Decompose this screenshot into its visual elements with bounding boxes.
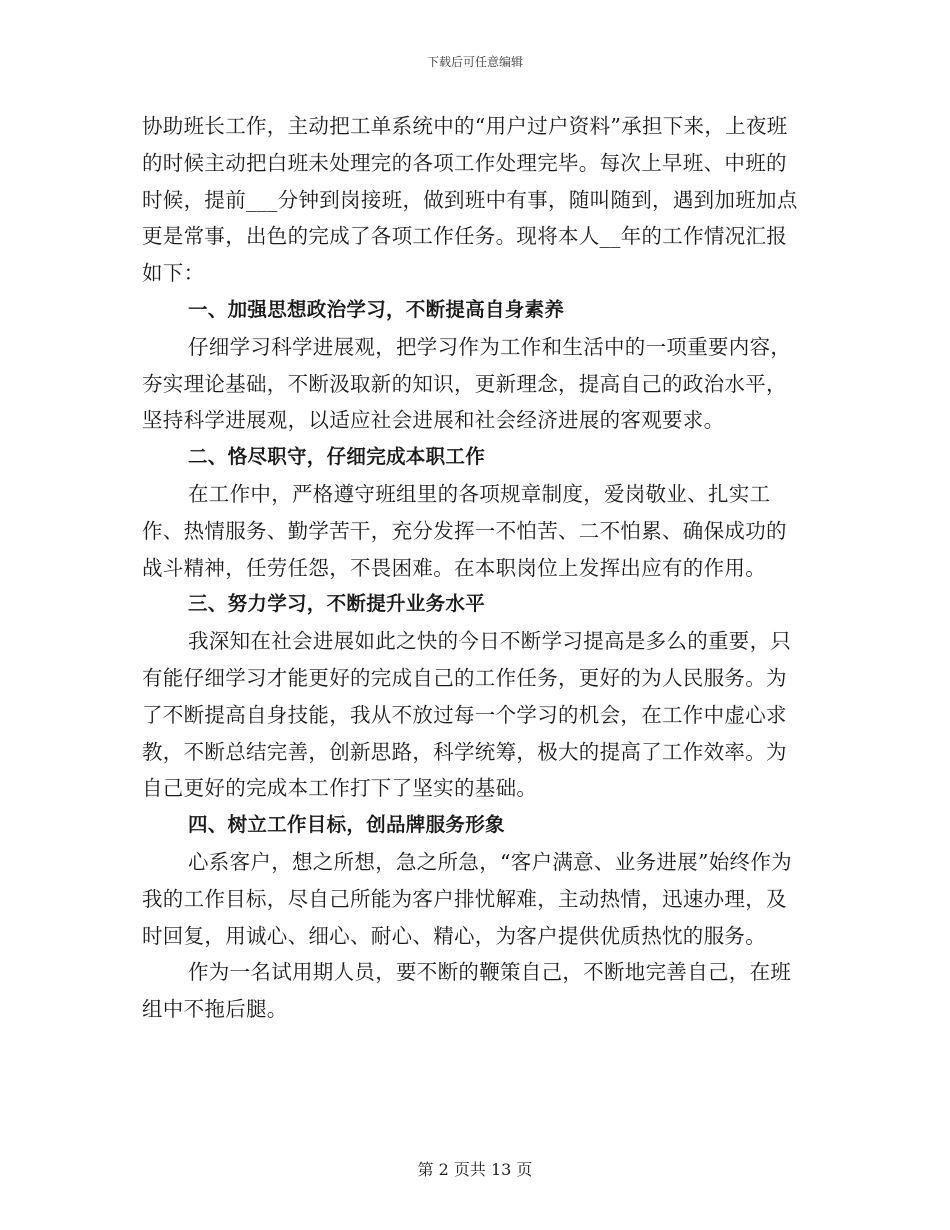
section-heading-1: 一、加强思想政治学习，不断提高自身素养 bbox=[188, 297, 565, 321]
document-body bbox=[142, 108, 802, 1028]
page-footer: 第 2 页共 13 页 bbox=[417, 1160, 533, 1179]
section-heading-2: 二、恪尽职守，仔细完成本职工作 bbox=[188, 445, 486, 469]
paragraph-section-2: 在工作中，严格遵守班组里的各项规章制度，爱岗敬业、扎实工作、热情服务、勤学苦干，充分发挥一不怕苦、二不怕累、确保成功的战斗精神，任劳任怨，不畏困难。在本职岗位上发挥出应有的作用。 bbox=[142, 481, 787, 580]
paragraph-section-3: 我深知在社会进展如此之快的今日不断学习提高是多么的重要，只有能仔细学习才能更好的完成自己的工作任务，更好的为人民服务。为了不断提高自身技能，我从不放过每一个学习的机会，在工作中虚心求教，不断总结完善，创新思路，科学统筹，极大的提高了工作效率。为自己更好的完成本工作打下了坚实的基础。 bbox=[142, 629, 792, 801]
section-heading-4: 四、树立工作目标，创品牌服务形象 bbox=[188, 813, 505, 837]
page-header: 下载后可任意编辑 bbox=[426, 55, 523, 69]
paragraph-intro-continued: 协助班长工作，主动把工单系统中的“用户过户资料”承担下来，上夜班的时候主动把白班未处理完的各项工作处理完毕。每次上早班、中班的时候，提前___分钟到岗接班，做到班中有事，随叫随到，遇到加班加点更是常事，出色的完成了各项工作任务。现将本人__年的工作情况汇报如下： bbox=[142, 114, 798, 286]
paragraph-section-1: 仔细学习科学进展观，把学习作为工作和生活中的一项重要内容，夯实理论基础，不断汲取新的知识，更新理念，提高自己的政治水平，坚持科学进展观，以适应社会进展和社会经济进展的客观要求。 bbox=[142, 334, 792, 433]
paragraph-section-4: 心系客户，想之所想，急之所急，“客户满意、业务进展”始终作为我的工作目标，尽自己所能为客户排忧解难，主动热情，迅速办理，及时回复，用诚心、细心、耐心、精心，为客户提供优质热忱的服务。 bbox=[142, 849, 792, 948]
section-heading-3: 三、努力学习，不断提升业务水平 bbox=[188, 592, 486, 616]
paragraph-closing: 作为一名试用期人员，要不断的鞭策自己，不断地完善自己，在班组中不拖后腿。 bbox=[142, 960, 792, 1022]
